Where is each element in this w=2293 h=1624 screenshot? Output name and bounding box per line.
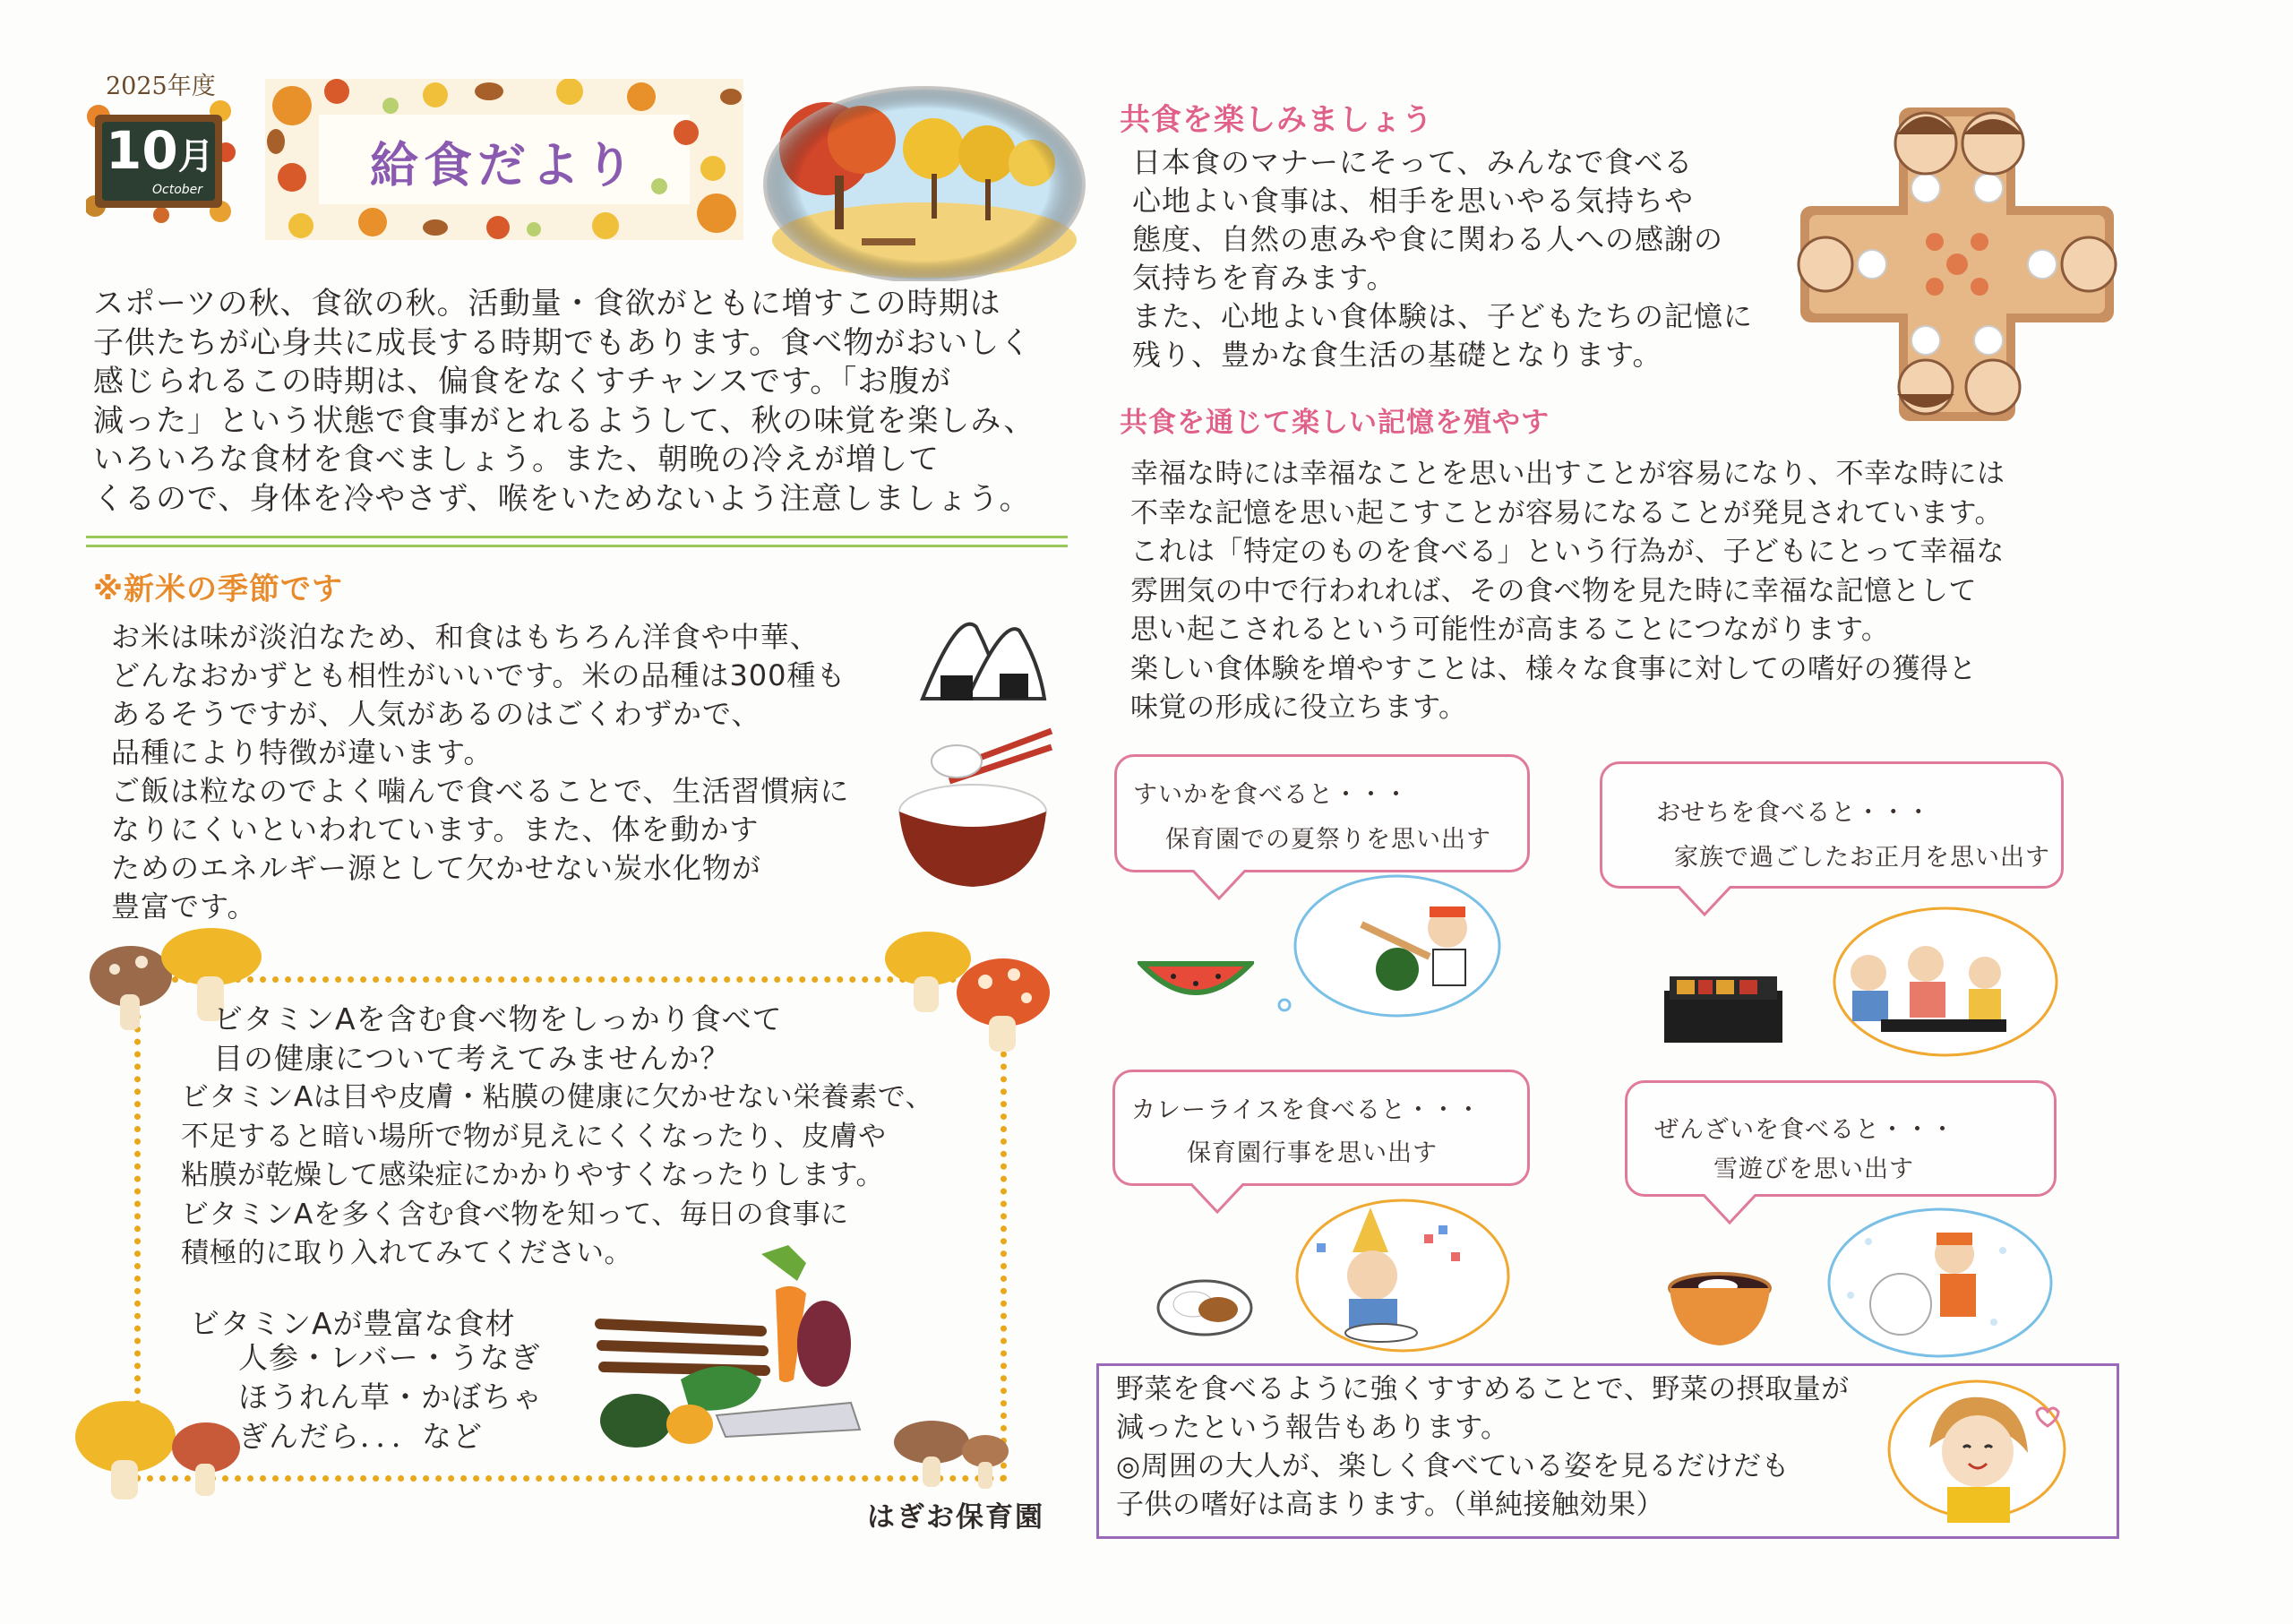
family-dining-illustration	[1791, 99, 2123, 430]
memory-line: これは「特定のものを食べる」という行為が、子どもにとって幸福な	[1130, 536, 2005, 568]
kyoshoku-line: 心地よい食事は、相手を思いやる気持ちや	[1132, 184, 1695, 218]
vegetables-paragraph	[1116, 1371, 1850, 1525]
vitamin-food-line: 人参・レバー・うなぎ	[238, 1340, 541, 1375]
vitamin-paragraph	[181, 1078, 933, 1274]
mushroom-icon	[72, 1397, 251, 1505]
memory-bubble	[1112, 1070, 1530, 1186]
vitamin-line: ビタミンAは目や皮膚・粘膜の健康に欠かせない栄養素で、	[181, 1081, 934, 1113]
bubble-line2: 保育園での夏祭りを思い出す	[1165, 826, 1491, 854]
intro-line: スポーツの秋、食欲の秋。活動量・食欲がともに増すこの時期は	[93, 286, 1001, 322]
memory-line: 思い起こされるという可能性が高まることにつながります。	[1130, 614, 1890, 646]
onigiri-icon	[914, 609, 1048, 717]
watermelon-icon	[1138, 958, 1254, 1012]
year-label: 2025年度	[106, 73, 216, 100]
intro-line: 子供たちが心身共に成長する時期でもあります。食べ物がおいしく	[93, 324, 1032, 361]
bubble-line2: 家族で過ごしたお正月を思い出す	[1674, 844, 2050, 872]
vitamin-food-line: ほうれん草・かぼちゃ	[238, 1379, 543, 1414]
vegetables-line: ◎周囲の大人が、楽しく食べている姿を見るだけだも	[1116, 1450, 1791, 1482]
vegetables-line: 子供の嗜好は高まります。（単純接触効果）	[1116, 1489, 1665, 1521]
vitamin-line: ビタミンAを多く含む食べ物を知って、毎日の食事に	[181, 1198, 849, 1231]
thought-bubble-watermelon	[1272, 871, 1505, 1023]
month-badge	[86, 99, 236, 224]
kyoshoku-line: 気持ちを育みます。	[1132, 261, 1396, 295]
newsletter-title: 給食だより	[370, 137, 639, 193]
smiling-woman-illustration	[1885, 1376, 2069, 1525]
memory-bubble	[1625, 1080, 2057, 1197]
memory-bubble	[1114, 754, 1530, 872]
memory-line: 不幸な記憶を思い起こすことが容易になることが発見されています。	[1130, 496, 2004, 529]
kyoshoku-line: 日本食のマナーにそって、みんなで食べる	[1132, 145, 1694, 179]
curry-plate-icon	[1155, 1276, 1254, 1338]
kyoshoku-line: また、心地よい食体験は、子どもたちの記憶に	[1132, 299, 1754, 333]
intro-line: 感じられるこの時期は、偏食をなくすチャンスです。「お腹が	[93, 364, 952, 400]
rice-line: 豊富です。	[111, 889, 257, 924]
bubble-tail	[1703, 1194, 1756, 1224]
rice-line: どんなおかずとも相性がいいです。米の品種は300種も	[111, 658, 846, 692]
bubble-line2: 雪遊びを思い出す	[1713, 1156, 1914, 1183]
rice-line: ご飯は粒なのでよく噛んで食べることで、生活習慣病に	[111, 774, 850, 808]
section-divider	[86, 536, 1068, 538]
vitamin-foods-list	[238, 1338, 543, 1456]
rice-line: 品種により特徴が違います。	[111, 735, 494, 769]
thought-bubble-osechi	[1827, 901, 2064, 1062]
memory-heading: 共食を通じて楽しい記憶を殖やす	[1120, 407, 1550, 439]
bubble-line2: 保育園行事を思い出す	[1187, 1139, 1438, 1167]
memory-line: 幸福な時には幸福なことを思い出すことが容易になり、不幸な時には	[1130, 458, 2005, 490]
thought-bubble-zenzai	[1815, 1197, 2057, 1363]
bubble-line1: すいかを食べると・・・	[1133, 781, 1409, 809]
intro-line: 減った」という状態で食事がとれるようして、秋の味覚を楽しみ、	[93, 402, 1035, 439]
vitamin-foods-title: ビタミンAが豊富な食材	[190, 1306, 516, 1341]
mushroom-icon	[878, 923, 1057, 1057]
title-banner	[265, 79, 743, 240]
intro-line: いろいろな食材を食べましょう。また、朝晩の冷えが増して	[93, 442, 940, 477]
bubble-tail	[1678, 886, 1731, 916]
kyoshoku-paragraph	[1132, 143, 1753, 374]
vitamin-foods-illustration	[582, 1245, 887, 1451]
osechi-box-icon	[1662, 973, 1784, 1044]
bubble-line1: ぜんざいを食べると・・・	[1654, 1116, 1955, 1144]
kyoshoku-heading: 共食を楽しみましょう	[1120, 102, 1433, 138]
nursery-name: はぎお保育園	[867, 1501, 1044, 1534]
rice-heading: ※新米の季節です	[93, 571, 344, 607]
vitamin-lead-line: 目の健康について考えてみませんか？	[213, 1041, 731, 1076]
bubble-line1: おせちを食べると・・・	[1656, 799, 1932, 827]
kyoshoku-line: 態度、自然の恵みや食に関わる人への感謝の	[1132, 222, 1724, 256]
memory-bubble	[1600, 761, 2064, 889]
intro-line: くるので、身体を冷やさず、喉をいためないよう注意しましょう。	[93, 480, 1031, 517]
autumn-park-illustration	[763, 86, 1086, 281]
month-english: October	[152, 183, 203, 197]
rice-line: なりにくいといわれています。また、体を動かす	[111, 812, 760, 846]
vitamin-line: 粘膜が乾燥して感染症にかかりやすくなったりします。	[181, 1159, 885, 1191]
memory-line: 楽しい食体験を増やすことは、様々な食事に対しての嗜好の獲得と	[1130, 652, 1977, 685]
zenzai-bowl-icon	[1666, 1270, 1773, 1347]
vitamin-food-line: ぎんだら．．．など	[238, 1419, 483, 1454]
vegetables-line: 減ったという報告もあります。	[1116, 1412, 1509, 1444]
vitamin-line: 不足すると暗い場所で物が見えにくくなったり、皮膚や	[181, 1120, 887, 1153]
rice-bowl-icon	[892, 726, 1053, 896]
rice-line: お米は味が淡泊なため、和食はもちろん洋食や中華、	[111, 620, 820, 654]
rice-paragraph	[111, 618, 849, 926]
section-divider	[86, 545, 1068, 547]
bubble-tail	[1192, 870, 1246, 900]
vitamin-lead-line: ビタミンAを含む食べ物をしっかり食べて	[213, 1001, 783, 1036]
memory-line: 雰囲気の中で行われれば、その食べ物を見た時に幸福な記憶として	[1130, 574, 1977, 607]
month-number: 10	[106, 120, 178, 181]
vitamin-line: 積極的に取り入れてみてください。	[181, 1237, 632, 1269]
memory-paragraph	[1130, 455, 2005, 728]
kyoshoku-line: 残り、豊かな食生活の基礎となります。	[1132, 338, 1662, 372]
vitamin-lead	[213, 1000, 783, 1078]
mushroom-icon	[887, 1415, 1012, 1496]
thought-bubble-curry	[1281, 1190, 1514, 1360]
vegetables-line: 野菜を食べるように強くすすめることで、野菜の摂取量が	[1116, 1373, 1850, 1405]
intro-paragraph	[93, 285, 1035, 519]
memory-line: 味覚の形成に役立ちます。	[1130, 692, 1467, 724]
rice-line: あるそうですが、人気があるのはごくわずかで、	[111, 697, 761, 731]
bubble-tail	[1190, 1183, 1244, 1214]
rice-line: ためのエネルギー源として欠かせない炭水化物が	[111, 851, 762, 885]
month-kanji: 月	[177, 136, 214, 177]
bubble-line1: カレーライスを食べると・・・	[1131, 1096, 1481, 1124]
